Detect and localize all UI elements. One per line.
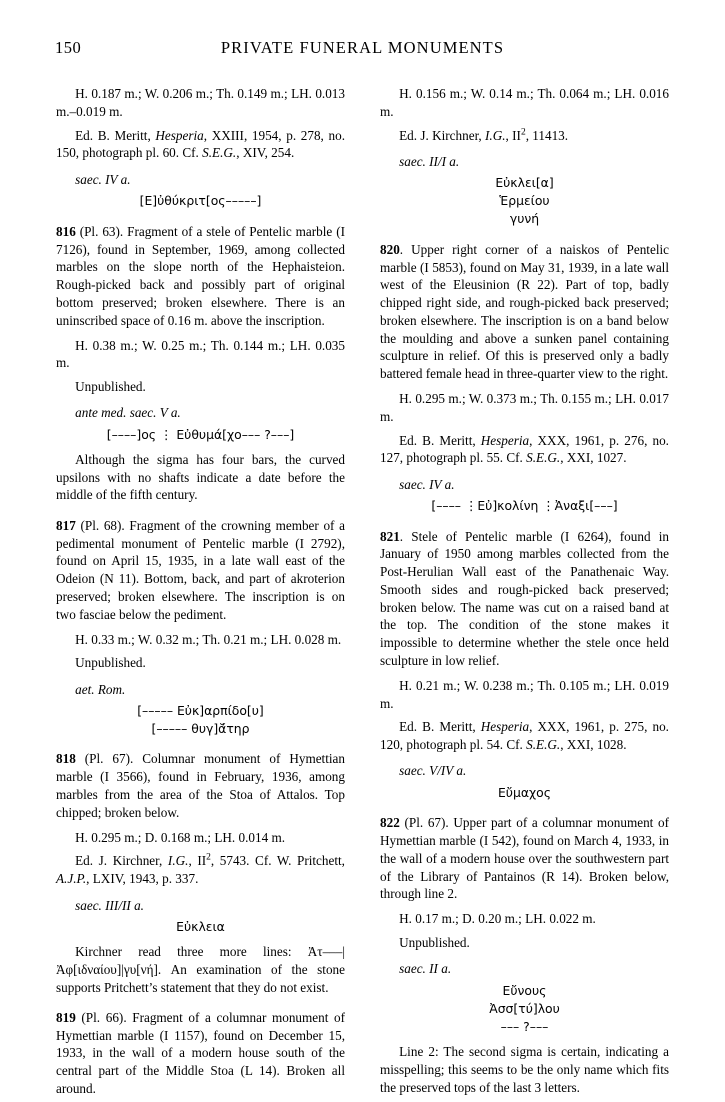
dating-note: saec. II/I a. [399,154,460,170]
dating-note: saec. V/IV a. [399,763,467,779]
catalogue-entry [56,750,345,821]
inscription-line: Εὔμαχος [497,784,552,800]
inscription-text [56,702,345,738]
page-header [55,38,670,62]
measurements-line: H. 0.33 m.; W. 0.32 m.; Th. 0.21 m.; LH. 0.028 m. [75,631,342,647]
inscription-text [380,784,669,802]
measurements-line: H. 0.295 m.; W. 0.373 m.; Th. 0.155 m.; LH. 0.017 m. [380,391,669,424]
entry-number: 818 [56,751,76,767]
entry-text: . Upper right corner of a naiskos of Pentelic marble (I 5853), found on May 31, 1939, in a late wall west of the Eleusinion (R 22). Part of top, badly chipped right side, and rough-picked back preserved; broken elsewhere. The inscription is on a band below the moulding and above a sunken panel containing sculpture in relief. Of this is preserved only a badly battered female head in three-quarter view to the right. [380,241,669,382]
inscription-line: ––– ?––– [500,1018,549,1034]
inscription-text [380,497,669,515]
catalogue-entry [56,1009,345,1098]
inscription-text [56,918,345,936]
page-number: 150 [55,38,82,57]
dating-note: aet. Rom. [75,681,126,697]
inscription-line: [–––– ⋮Εὐ]κολίνη ⋮Ἀναξι[–––] [431,498,618,514]
catalogue-entry [380,814,669,903]
dating-note: saec. IV a. [75,171,131,187]
entry-number: 822 [380,815,400,831]
dating-note: saec. IV a. [399,476,455,492]
catalogue-entry [380,528,669,670]
running-title: PRIVATE FUNERAL MONUMENTS [220,38,505,57]
inscription-line: Εὐκλει[α] [495,175,554,191]
entry-text: . Stele of Pentelic marble (I 6264), found in January of 1950 among marbles collected from the Post-Herulian Wall east of the Panathenaic Way. Smooth sides and rough-picked back preserved; broken below. The name was cut on a raised band at the top. The condition of the stone makes it impossible to determine whether the stele once held sculpture in low relief. [380,528,669,668]
measurements-line: H. 0.156 m.; W. 0.14 m.; Th. 0.064 m.; LH. 0.016 m. [380,86,669,119]
column-left [56,78,345,1102]
inscription-line: Ἀσσ[τύ]λου [489,1000,560,1016]
inscription-line: [Ε]ὐθύκριτ[ος–––––] [139,193,262,209]
commentary-paragraph: Line 2: The second sigma is certain, indicating a misspelling; this seems to be the only name which fits the preserved tops of the last 3 letters. [380,1044,669,1095]
unpublished-note: Unpublished. [75,378,146,394]
entry-number: 819 [56,1009,76,1025]
entry-text: (Pl. 66). Fragment of a columnar monument of Hymettian marble (I 1157), found on December 15, 1933, in the wall of a modern house south of the central part of the Middle Stoa (L 14). Broken all around. [56,1009,345,1096]
bibliography-line: Ed. B. Meritt, Hesperia, XXX, 1961, p. 276, no. 127, photograph pl. 55. Cf. S.E.G., XXI, 1027. [380,432,669,466]
bibliography-line: Ed. B. Meritt, Hesperia, XXIII, 1954, p. 278, no. 150, photograph pl. 60. Cf. S.E.G., XIV, 254. [56,127,345,161]
inscription-line: [––––– θυγ]ᾰ́τηρ [151,720,250,736]
inscription-line: Ἑρμείου [499,193,550,209]
measurements-line: H. 0.17 m.; D. 0.20 m.; LH. 0.022 m. [399,911,596,927]
entry-number: 820 [380,241,400,257]
body-columns [56,78,669,1096]
entry-text: (Pl. 68). Fragment of the crowning member of a pedimental monument of Pentelic marble (I 2792), found on April 15, 1935, in a late wall east of the Odeion (N 11). Bottom, back, and part of akroterion preserved; broken elsewhere. The inscription is on two fasciae below the pediment. [56,517,345,622]
inscription-text [380,174,669,228]
entry-text: (Pl. 63). Fragment of a stele of Pentelic marble (I 7126), found in September, 1969, among collected marbles on the slope north of the Hephaisteion. Rough-picked back and possibly part of original bottom preserved; broken elsewhere. There is an uninscribed space of 0.16 m. above the inscription. [56,223,345,328]
inscription-text [56,192,345,210]
bibliography-line: Ed. B. Meritt, Hesperia, XXX, 1961, p. 275, no. 120, photograph pl. 54. Cf. S.E.G., XXI, 1028. [380,719,669,753]
dating-note: ante med. saec. V a. [75,405,181,421]
unpublished-note: Unpublished. [399,935,470,951]
measurements-line: H. 0.21 m.; W. 0.238 m.; Th. 0.105 m.; LH. 0.019 m. [380,677,669,711]
bibliography-line: Ed. J. Kirchner, I.G., $II^2$, 5743. Cf. W. Pritchett, A.J.P., LXIV, 1943, p. 337. [56,853,345,887]
catalogue-entry [380,241,669,383]
entry-text: (Pl. 67). Upper part of a columnar monument of Hymettian marble (I 542), found on March 4, 1933, in the wall of a modern house over the southwestern part of the Library of Pantainos (R 14). Broken below, through line 2. [380,815,669,902]
column-right [380,78,669,1096]
dating-note: saec. III/II a. [75,897,144,913]
inscription-line: Εὐκλεια [176,918,225,934]
inscription-line: Εὔνους [502,982,547,998]
measurements-line: H. 0.38 m.; W. 0.25 m.; Th. 0.144 m.; LH. 0.035 m. [56,337,345,371]
measurements-line: H. 0.295 m.; D. 0.168 m.; LH. 0.014 m. [75,829,286,845]
unpublished-note: Unpublished. [75,655,146,671]
entry-text: (Pl. 67). Columnar monument of Hymettian marble (I 3566), found in February, 1936, among marbles from the area of the Stoa of Attalos. Top chipped; broken below. [56,751,345,820]
inscription-text [380,982,669,1036]
catalogue-entry [56,517,345,624]
inscription-text [56,426,345,444]
inscription-line: [––––– Εὐκ]αρπίδο[υ] [137,702,264,718]
inscription-line: [––––]ος ⋮ Εὐθυμά[χο––– ?–––] [106,426,295,442]
commentary-paragraph: Kirchner read three more lines: Ἀτ–––|Ἀφ[ιδναίου]|γυ[νή]. An examination of the stone supports Pritchett’s statement that they do not exist. [56,944,345,995]
measurements-line: H. 0.187 m.; W. 0.206 m.; Th. 0.149 m.; LH. 0.013 m.–0.019 m. [56,86,345,119]
entry-number: 816 [56,223,76,239]
entry-number: 821 [380,528,400,544]
commentary-paragraph: Although the sigma has four bars, the curved upsilons with no shafts indicate a date before the middle of the fifth century. [56,451,345,503]
catalogue-entry [56,223,345,330]
dating-note: saec. II a. [399,961,452,977]
inscription-line: γυνή [509,211,540,227]
entry-number: 817 [56,517,76,533]
bibliography-line: Ed. J. Kirchner, I.G., $II^2$, 11413. [399,127,569,143]
